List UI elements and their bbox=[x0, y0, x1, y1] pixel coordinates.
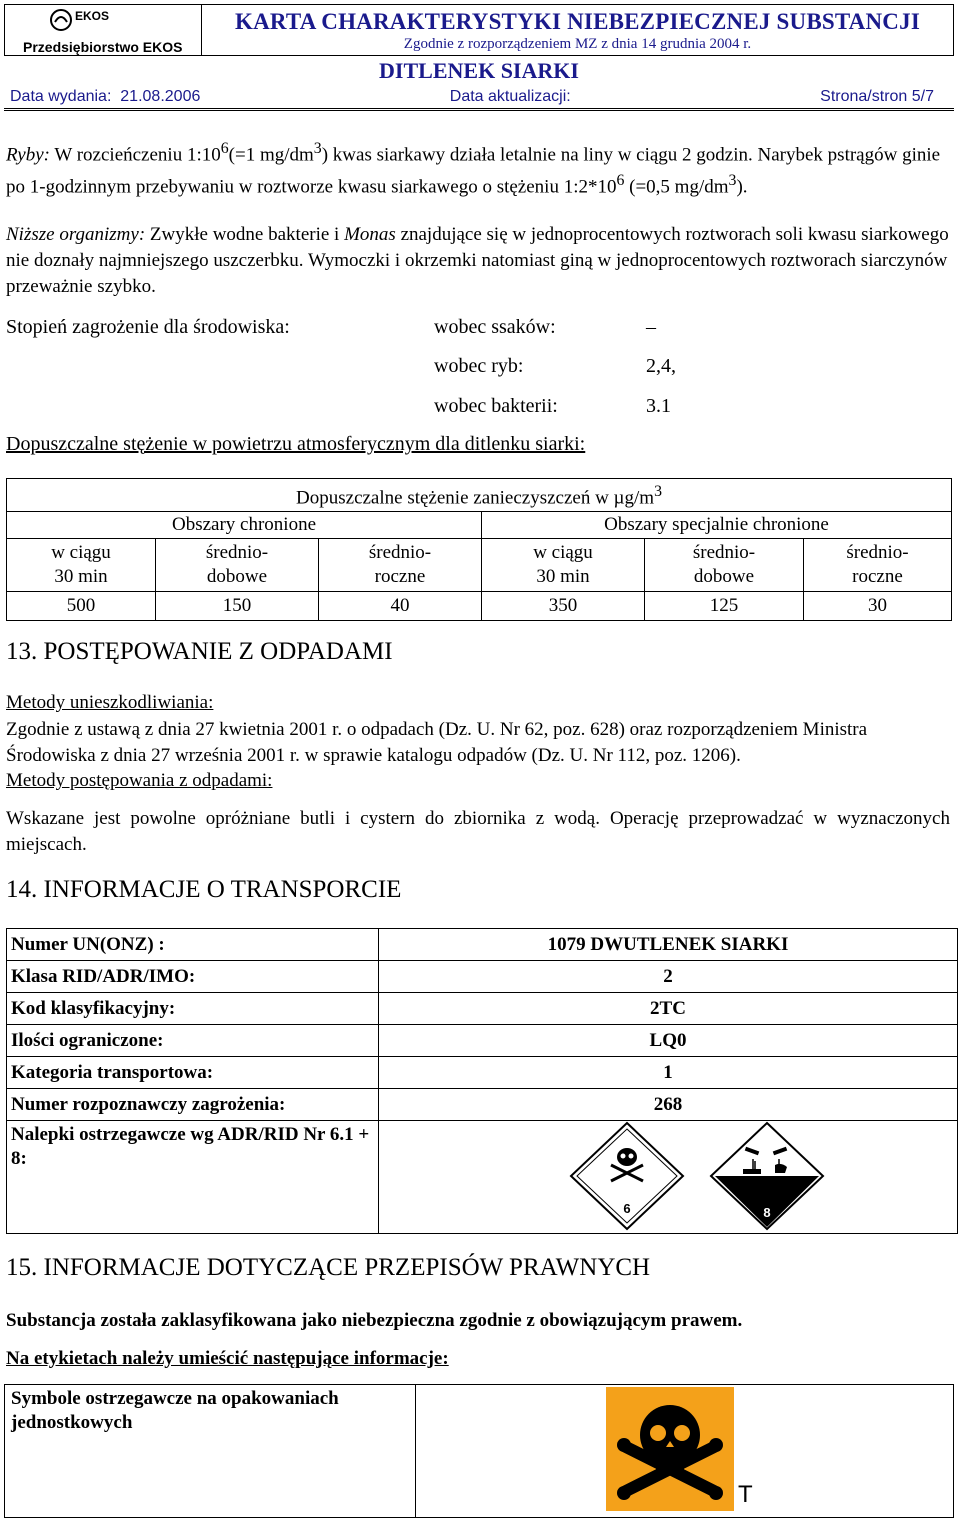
disposal-methods-text: Zgodnie z ustawą z dnia 27 kwietnia 2001 r. o odpadach (Dz. U. Nr 62, poz. 628) oraz rozporządzeniem Ministra Środowiska z dnia 27 września 2001 r. w sprawie katalogu odpadów (Dz. U. Nr 112, poz. 1206). bbox=[6, 719, 868, 766]
section-14-heading: 14. INFORMACJE O TRANSPORCIE bbox=[6, 876, 402, 903]
toxic-symbol-icon bbox=[606, 1387, 753, 1511]
bacteria-label: wobec bakterii: bbox=[434, 395, 558, 417]
col-header-line: w ciągu bbox=[51, 542, 111, 564]
transport-label: Ilości ograniczone: bbox=[7, 1025, 379, 1057]
company-logo-cell bbox=[5, 5, 202, 56]
document-header bbox=[4, 4, 954, 110]
col-header bbox=[7, 539, 156, 592]
value-cell: 350 bbox=[482, 592, 645, 621]
disposal-methods-label: Metody unieszkodliwiania: bbox=[6, 692, 214, 713]
bacteria-value: 3.1 bbox=[646, 395, 671, 417]
col-header bbox=[804, 539, 952, 592]
table-row bbox=[7, 1121, 958, 1234]
transport-label: Kod klasyfikacyjny: bbox=[7, 993, 379, 1025]
air-concentration-table bbox=[6, 478, 952, 621]
transport-value: 2TC bbox=[379, 993, 958, 1025]
transport-label: Numer rozpoznawczy zagrożenia: bbox=[7, 1089, 379, 1121]
corrosive-placard-icon bbox=[709, 1121, 825, 1231]
label-info-heading: Na etykietach należy umieścić następujące informacje: bbox=[6, 1348, 449, 1369]
lower-label: Niższe organizmy: bbox=[6, 224, 146, 245]
col-header-line: dobowe bbox=[206, 566, 268, 588]
transport-label: Numer UN(ONZ) : bbox=[7, 929, 379, 961]
value-cell: 40 bbox=[319, 592, 482, 621]
col-header bbox=[482, 539, 645, 592]
date-row bbox=[4, 86, 954, 111]
mammals-label: wobec ssaków: bbox=[434, 316, 556, 338]
table-row bbox=[7, 592, 952, 621]
toxic-placard-number: 6 bbox=[623, 1201, 631, 1216]
value-cell: 125 bbox=[645, 592, 804, 621]
fish-text: ) kwas siarkawy działa letalnie na liny w ciągu 2 godzin. Narybek pstrągów ginie po 1-godzinnym przebywaniu w roztworze kwasu siarkawego o stężeniu 1:2*10 bbox=[6, 144, 941, 198]
symbols-label: Symbole ostrzegawcze na opakowaniach jednostkowych bbox=[5, 1385, 416, 1518]
fish-text: W rozcieńczeniu 1:10 bbox=[49, 144, 221, 166]
transport-value: 1 bbox=[379, 1057, 958, 1089]
col-header bbox=[319, 539, 482, 592]
table-row bbox=[7, 1089, 958, 1121]
col-header-line: średnio- bbox=[692, 542, 756, 564]
fish-hazard-label: wobec ryb: bbox=[434, 355, 524, 377]
transport-table bbox=[6, 928, 958, 1234]
monas-term: Monas bbox=[344, 224, 396, 245]
issue-date: 21.08.2006 bbox=[120, 88, 201, 105]
document-subtitle: Zgodnie z rozporządzeniem MZ z dnia 14 grudnia 2004 r. bbox=[403, 36, 752, 52]
col-header bbox=[156, 539, 319, 592]
waste-handling-label: Metody postępowania z odpadami: bbox=[6, 770, 273, 791]
table-row bbox=[7, 1025, 958, 1057]
skull-crossbones-icon bbox=[606, 1387, 734, 1511]
toxic-placard-icon bbox=[569, 1121, 685, 1231]
table-row bbox=[5, 1385, 954, 1518]
sup: 3 bbox=[728, 172, 737, 190]
placards-cell bbox=[379, 1121, 958, 1234]
transport-value: 2 bbox=[379, 961, 958, 993]
section-13-heading: 13. POSTĘPOWANIE Z ODPADAMI bbox=[6, 638, 393, 665]
special-areas-header: Obszary specjalnie chronione bbox=[482, 512, 952, 539]
table-row bbox=[7, 929, 958, 961]
fish-text: (=0,5 mg/dm bbox=[624, 176, 729, 198]
mammals-value: – bbox=[646, 316, 656, 338]
symbol-letter: T bbox=[738, 1481, 753, 1508]
air-table-title bbox=[7, 479, 952, 512]
corrosive-placard-number: 8 bbox=[763, 1205, 771, 1220]
issue-label: Data wydania: bbox=[10, 88, 112, 105]
lower-text: znajdujące się w jednoprocentowych roztworach soli kwasu siarkowego nie doznały najmniejszego uszczerbku. Wymoczki i okrzemki natomiast giną w jednoprocentowych roztworach siarczynów przeważnie szybko. bbox=[6, 224, 949, 297]
col-header bbox=[645, 539, 804, 592]
value-cell: 500 bbox=[7, 592, 156, 621]
document-title: KARTA CHARAKTERYSTYKI NIEBEZPIECZNEJ SUBSTANCJI bbox=[235, 9, 920, 34]
company-name: Przedsiębiorstwo EKOS bbox=[23, 39, 183, 55]
transport-value: 268 bbox=[379, 1089, 958, 1121]
col-header-line: 30 min bbox=[536, 566, 590, 588]
transport-value: 1079 DWUTLENEK SIARKI bbox=[379, 929, 958, 961]
lower-text: Zwykłe wodne bakterie i bbox=[145, 224, 345, 245]
protected-areas-header: Obszary chronione bbox=[7, 512, 482, 539]
transport-label: Kategoria transportowa: bbox=[7, 1057, 379, 1089]
col-header-line: roczne bbox=[374, 566, 426, 588]
sup: 3 bbox=[654, 483, 662, 500]
transport-label: Klasa RID/ADR/IMO: bbox=[7, 961, 379, 993]
sup: 6 bbox=[616, 172, 625, 190]
col-header-line: średnio- bbox=[368, 542, 432, 564]
sup: 6 bbox=[220, 140, 229, 157]
section-15-heading: 15. INFORMACJE DOTYCZĄCE PRZEPISÓW PRAWNYCH bbox=[6, 1254, 651, 1281]
col-header-line: w ciągu bbox=[533, 542, 593, 564]
lower-organisms-paragraph bbox=[6, 222, 950, 300]
col-header-line: średnio- bbox=[205, 542, 269, 564]
value-cell: 30 bbox=[804, 592, 952, 621]
symbol-cell bbox=[416, 1385, 954, 1518]
hazard-label: Stopień zagrożenie dla środowiska: bbox=[6, 316, 290, 338]
logo-text: EKOS bbox=[75, 9, 110, 23]
classification-text: Substancja została zaklasyfikowana jako niebezpieczna zgodnie z obowiązującym prawem. bbox=[6, 1310, 743, 1331]
fish-label: Ryby: bbox=[6, 144, 50, 166]
page-number: Strona/stron 5/7 bbox=[820, 88, 934, 105]
fish-text: ). bbox=[736, 176, 748, 198]
table-row bbox=[7, 1057, 958, 1089]
transport-value: LQ0 bbox=[379, 1025, 958, 1057]
waste-handling-text: Wskazane jest powolne opróżniane butli i cystern do zbiornika z wodą. Operację przeprowadzać w wyznaczonych miejscach. bbox=[6, 808, 950, 855]
title-cell bbox=[202, 5, 954, 56]
col-header-line: roczne bbox=[852, 566, 903, 588]
issue-date-group bbox=[10, 86, 200, 108]
fish-hazard-value: 2,4, bbox=[646, 355, 676, 377]
table-row bbox=[7, 961, 958, 993]
air-heading: Dopuszczalne stężenie w powietrzu atmosferycznym dla ditlenku siarki: bbox=[6, 433, 586, 455]
ekos-logo-icon bbox=[49, 8, 73, 32]
symbols-table bbox=[4, 1384, 954, 1518]
sup: 3 bbox=[313, 140, 322, 157]
update-label: Data aktualizacji: bbox=[449, 88, 571, 105]
fish-paragraph bbox=[6, 136, 950, 201]
warning-labels-label: Nalepki ostrzegawcze wg ADR/RID Nr 6.1 + 8: bbox=[7, 1121, 379, 1234]
col-header-line: dobowe bbox=[693, 566, 755, 588]
col-header-line: 30 min bbox=[54, 566, 108, 588]
col-header-line: średnio- bbox=[846, 542, 909, 564]
table-row bbox=[7, 993, 958, 1025]
fish-text: (=1 mg/dm bbox=[228, 144, 314, 166]
value-cell: 150 bbox=[156, 592, 319, 621]
air-table-title-text: Dopuszczalne stężenie zanieczyszczeń w µg/m bbox=[296, 487, 655, 509]
substance-name: DITLENEK SIARKI bbox=[379, 58, 579, 83]
